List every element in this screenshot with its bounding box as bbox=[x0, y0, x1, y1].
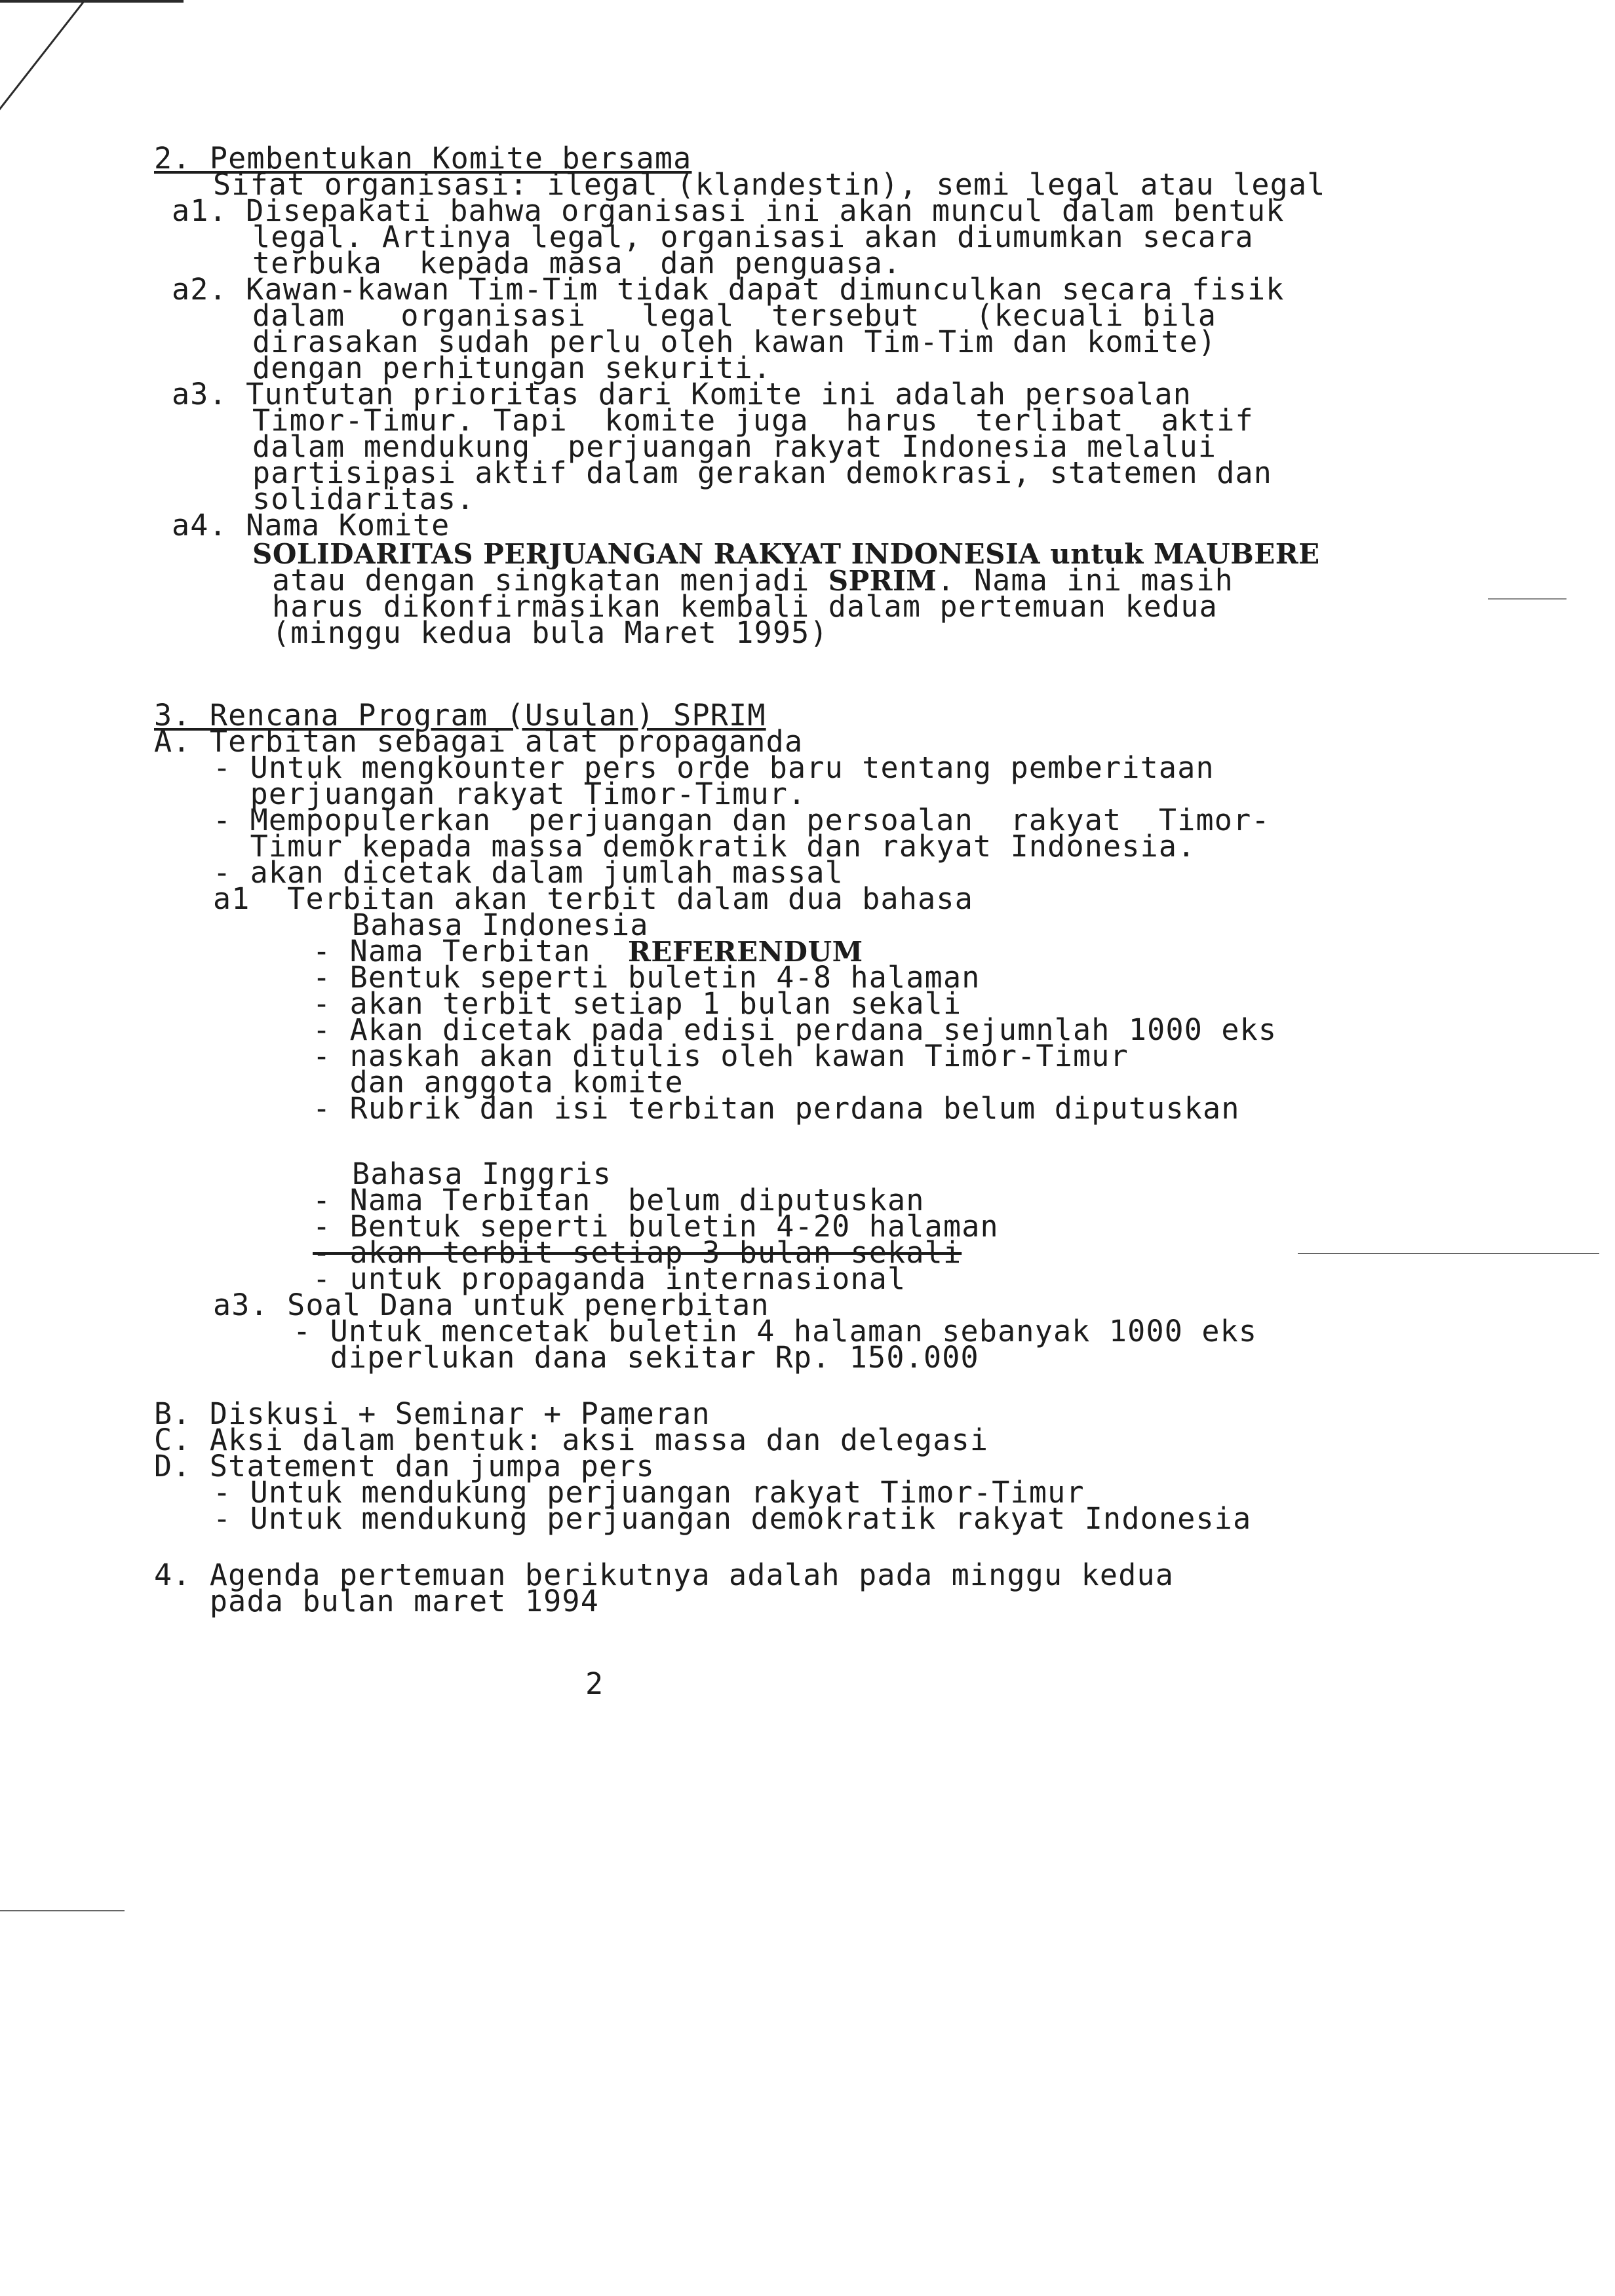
s2-a2-line: a2. Kawan-kawan Tim-Tim tidak dapat dimunculkan secara fisik bbox=[172, 272, 1285, 307]
s2-a3-line: Timor-Timur. Tapi komite juga harus terlibat aktif bbox=[252, 403, 1254, 438]
english-edition-item: - Nama Terbitan belum diputuskan bbox=[313, 1183, 925, 1217]
section-4-line: pada bulan maret 1994 bbox=[154, 1584, 600, 1618]
scan-dash-mark bbox=[0, 1910, 125, 1911]
s3-A-item: Timur kepada massa demokratik dan rakyat Indonesia. bbox=[213, 829, 1196, 864]
s2-a3-line: dalam mendukung perjuangan rakyat Indonesia melalui bbox=[252, 429, 1217, 464]
s2-a1-line: legal. Artinya legal, organisasi akan diumumkan secara bbox=[252, 220, 1254, 254]
indonesian-edition-title: Bahasa Indonesia bbox=[352, 908, 649, 942]
scan-edge-mark bbox=[0, 0, 184, 3]
english-edition-struck-item: - akan terbit setiap 3 bulan sekali bbox=[313, 1235, 962, 1270]
s2-a2-line: dengan perhitungan sekuriti. bbox=[252, 351, 772, 385]
s2-a4-line: (minggu kedua bula Maret 1995) bbox=[272, 615, 828, 650]
s3-A-item: - Mempopulerkan perjuangan dan persoalan rakyat Timor- bbox=[213, 803, 1270, 837]
section-2-sifat: Sifat organisasi: ilegal (klandestin), semi legal atau legal bbox=[213, 167, 1326, 202]
scan-dash-mark bbox=[1488, 598, 1566, 600]
s2-a2-line: dirasakan sudah perlu oleh kawan Tim-Tim dan komite) bbox=[252, 324, 1217, 359]
page-number: 2 bbox=[585, 1666, 604, 1701]
s3-A-item: - Untuk mengkounter pers orde baru tentang pemberitaan bbox=[213, 750, 1215, 785]
indonesian-edition-item: dan anggota komite bbox=[313, 1065, 684, 1100]
section-4-line: 4. Agenda pertemuan berikutnya adalah pada minggu kedua bbox=[154, 1558, 1175, 1592]
sprim-abbrev: SPRIM bbox=[828, 565, 937, 597]
s2-a3-line: a3. Tuntutan prioritas dari Komite ini adalah persoalan bbox=[172, 377, 1192, 411]
s2-a4-text: atau dengan singkatan menjadi bbox=[272, 563, 828, 598]
s3-A-item: perjuangan rakyat Timor-Timur. bbox=[213, 776, 807, 811]
s2-a4-text: . Nama ini masih bbox=[937, 563, 1234, 598]
s2-a3-line: solidaritas. bbox=[252, 482, 475, 516]
committee-name: SOLIDARITAS PERJUANGAN RAKYAT INDONESIA untuk MAUBERE bbox=[252, 538, 1320, 570]
s3-a1-line: a1 Terbitan akan terbit dalam dua bahasa bbox=[213, 881, 973, 916]
referendum-title: REFERENDUM bbox=[627, 936, 863, 968]
s2-a1-line: terbuka kepada masa dan penguasa. bbox=[252, 246, 902, 280]
indonesian-edition-item: - Bentuk seperti buletin 4-8 halaman bbox=[313, 960, 981, 995]
s3-a3-item: diperlukan dana sekitar Rp. 150.000 bbox=[293, 1340, 979, 1375]
s2-a4-line: harus dikonfirmasikan kembali dalam pertemuan kedua bbox=[272, 589, 1218, 624]
section-3-heading: 3. Rencana Program (Usulan) SPRIM bbox=[154, 698, 766, 733]
indonesian-edition-item: - naskah akan ditulis oleh kawan Timor-Timur bbox=[313, 1039, 1129, 1073]
s2-a3-line: partisipasi aktif dalam gerakan demokrasi, statemen dan bbox=[252, 455, 1273, 490]
s2-a2-line: dalam organisasi legal tersebut (kecuali bila bbox=[252, 298, 1217, 333]
name-label: - Nama Terbitan bbox=[313, 934, 628, 968]
section-2-heading: 2. Pembentukan Komite bersama bbox=[154, 141, 692, 176]
s3-D-line: D. Statement dan jumpa pers bbox=[154, 1449, 655, 1483]
s2-a1-line: a1. Disepakati bahwa organisasi ini akan muncul dalam bentuk bbox=[172, 193, 1285, 228]
s3-D-item: - Untuk mendukung perjuangan rakyat Timor-Timur bbox=[213, 1475, 1085, 1510]
s3-B-line: B. Diskusi + Seminar + Pameran bbox=[154, 1396, 710, 1431]
s3-C-line: C. Aksi dalam bentuk: aksi massa dan delegasi bbox=[154, 1423, 989, 1457]
s3-a3-line: a3. Soal Dana untuk penerbitan bbox=[213, 1288, 769, 1322]
indonesian-edition-item: - akan terbit setiap 1 bulan sekali bbox=[313, 986, 962, 1021]
indonesian-edition-item: - Akan dicetak pada edisi perdana sejumnlah 1000 eks bbox=[313, 1012, 1277, 1047]
english-edition-title: Bahasa Inggris bbox=[352, 1157, 612, 1191]
indonesian-edition-item: - Rubrik dan isi terbitan perdana belum diputuskan bbox=[313, 1091, 1240, 1126]
s3-A-item: - akan dicetak dalam jumlah massal bbox=[213, 855, 844, 890]
s3-D-item: - Untuk mendukung perjuangan demokratik rakyat Indonesia bbox=[213, 1501, 1252, 1536]
scan-dash-mark bbox=[1298, 1253, 1599, 1254]
scan-slash-mark bbox=[0, 1, 85, 126]
s2-a4-label: a4. Nama Komite bbox=[172, 508, 450, 543]
s3-a3-item: - Untuk mencetak buletin 4 halaman sebanyak 1000 eks bbox=[293, 1314, 1258, 1349]
english-edition-item: - Bentuk seperti buletin 4-20 halaman bbox=[313, 1209, 999, 1244]
s3-A-heading: A. Terbitan sebagai alat propaganda bbox=[154, 724, 804, 759]
english-edition-item: - untuk propaganda internasional bbox=[313, 1261, 906, 1296]
